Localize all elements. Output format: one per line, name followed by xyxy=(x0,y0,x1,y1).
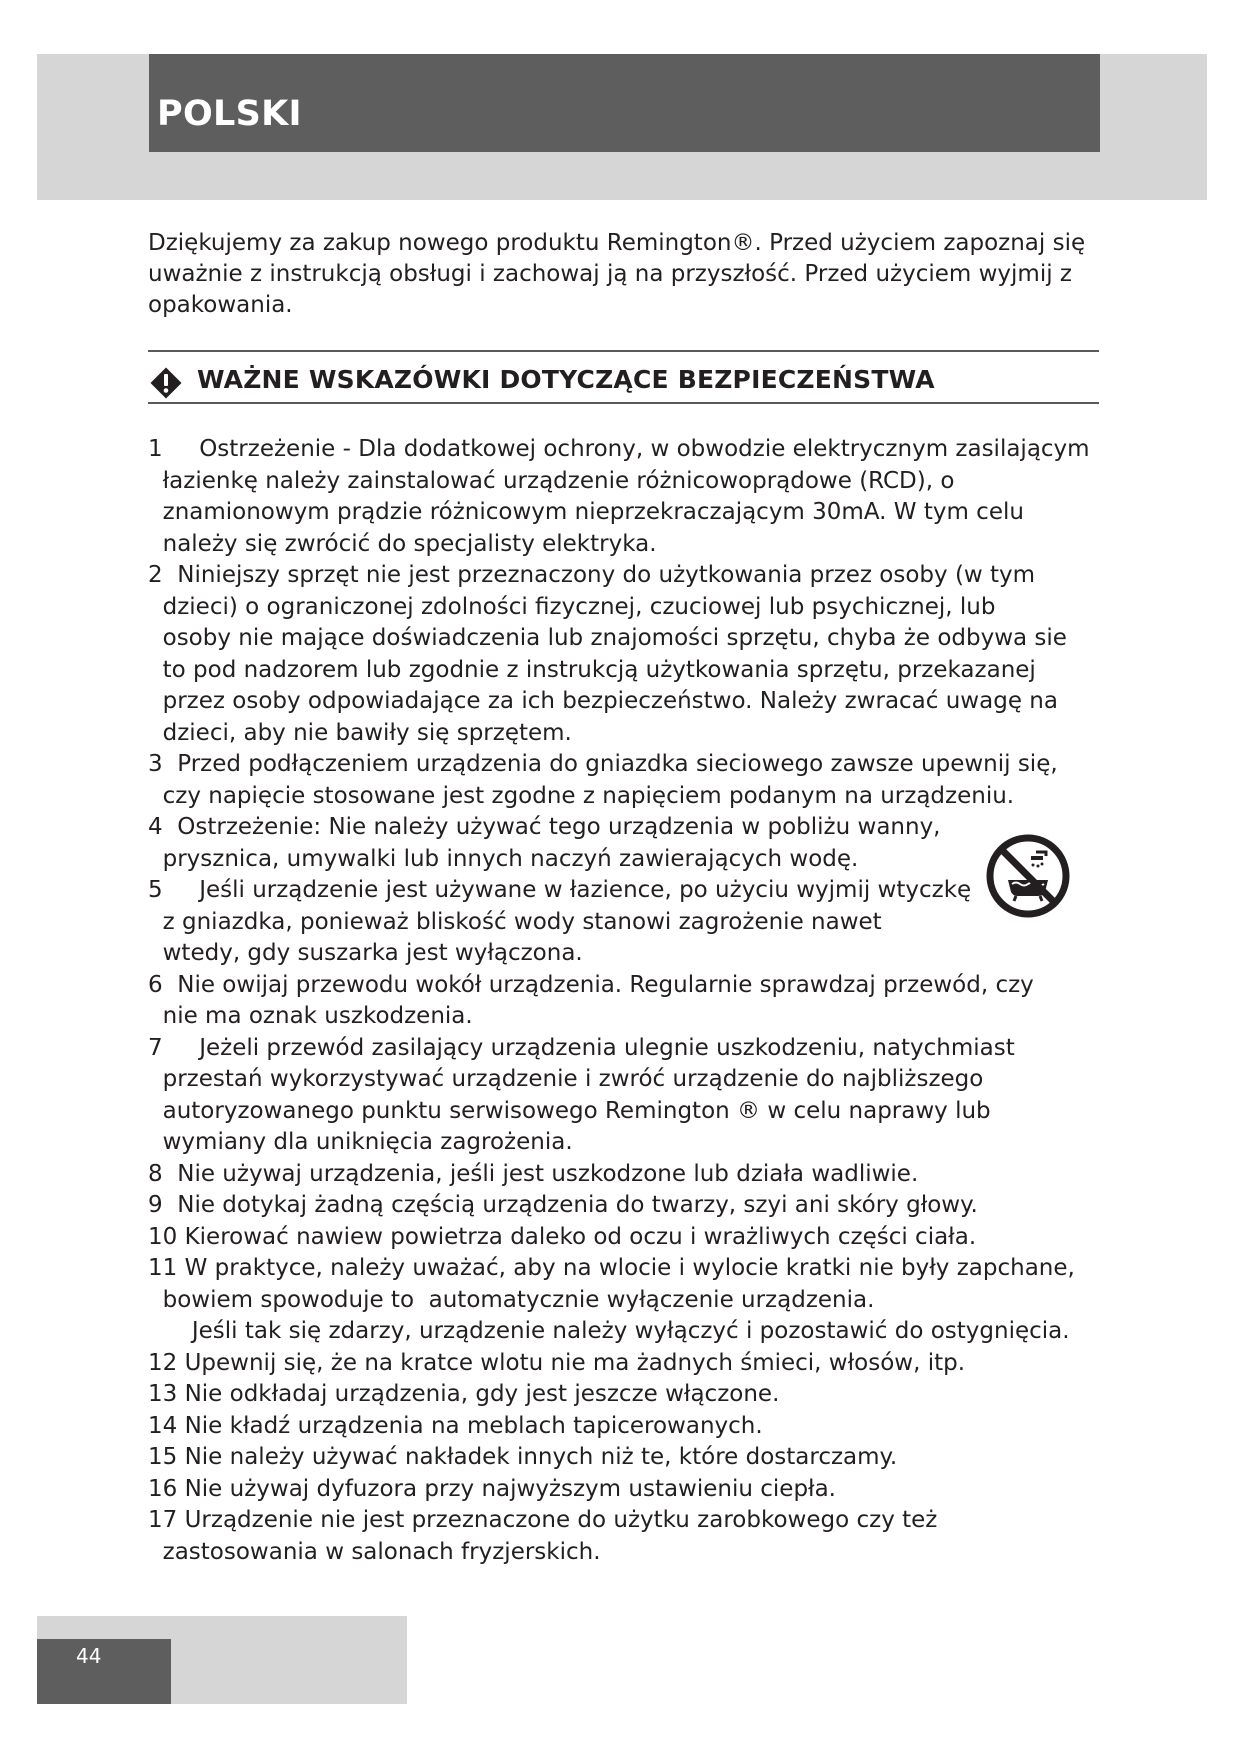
list-line: wymiany dla uniknięcia zagrożenia. xyxy=(148,1129,573,1155)
section-rule-bottom xyxy=(148,402,1099,404)
list-line: 5 Jeśli urządzenie jest używane w łazience, po użyciu wyjmij wtyczkę xyxy=(148,877,972,903)
list-line: 6 Nie owijaj przewodu wokół urządzenia. Regularnie sprawdzaj przewód, czy xyxy=(148,971,1034,998)
list-line: dzieci, aby nie bawiły się sprzętem. xyxy=(148,719,572,746)
list-line: prysznica, umywalki lub innych naczyń zawierających wodę. xyxy=(148,845,859,872)
list-line: 2 Niniejszy sprzęt nie jest przeznaczony do użytkowania przez osoby (w tym xyxy=(148,562,1036,588)
no-bath-icon xyxy=(986,834,1070,918)
list-line: łazienkę należy zainstalować urządzenie różnicowoprądowe (RCD), o xyxy=(148,467,955,494)
safety-list xyxy=(148,434,1148,1568)
list-line: Jeśli tak się zdarzy, urządzenie należy wyłączyć i pozostawić do ostygnięcia. xyxy=(148,1318,1070,1344)
list-line: przestań wykorzystywać urządzenie i zwróć urządzenie do najbliższego xyxy=(148,1066,984,1092)
list-line: 15 Nie należy używać nakładek innych niż te, które dostarczamy. xyxy=(148,1444,898,1470)
page-number-box xyxy=(37,1639,171,1704)
list-line: czy napięcie stosowane jest zgodne z napięciem podanym na urządzeniu. xyxy=(148,782,1015,809)
warning-diamond-icon xyxy=(149,366,183,400)
list-line: to pod nadzorem lub zgodnie z instrukcją użytkowania sprzętu, przekazanej xyxy=(148,656,1036,683)
list-line: 4 Ostrzeżenie: Nie należy używać tego urządzenia w pobliżu wanny, xyxy=(148,814,941,840)
list-line: nie ma oznak uszkodzenia. xyxy=(148,1003,473,1029)
list-line: 17 Urządzenie nie jest przeznaczone do użytku zarobkowego czy też xyxy=(148,1507,938,1533)
list-line: 14 Nie kładź urządzenia na meblach tapicerowanych. xyxy=(148,1412,763,1439)
list-line: 16 Nie używaj dyfuzora przy najwyższym ustawieniu ciepła. xyxy=(148,1475,836,1502)
list-line: 9 Nie dotykaj żadną częścią urządzenia do twarzy, szyi ani skóry głowy. xyxy=(148,1192,978,1218)
list-line: 7 Jeżeli przewód zasilający urządzenia ulegnie uszkodzeniu, natychmiast xyxy=(148,1034,1015,1061)
list-line: 1 Ostrzeżenie - Dla dodatkowej ochrony, w obwodzie elektrycznym zasilającym xyxy=(148,436,1090,462)
list-line: 10 Kierować nawiew powietrza daleko od oczu i wrażliwych części ciała. xyxy=(148,1223,977,1250)
list-line: przez osoby odpowiadające za ich bezpieczeństwo. Należy zwracać uwagę na xyxy=(148,688,1058,714)
list-line: dzieci) o ograniczonej zdolności fizycznej, czuciowej lub psychicznej, lub xyxy=(148,593,996,620)
list-line: 13 Nie odkładaj urządzenia, gdy jest jeszcze włączone. xyxy=(148,1381,780,1407)
section-rule-top xyxy=(148,350,1099,352)
list-line: zastosowania w salonach fryzjerskich. xyxy=(148,1538,601,1565)
list-line: 12 Upewnij się, że na kratce wlotu nie ma żadnych śmieci, włosów, itp. xyxy=(148,1349,966,1376)
list-line: 3 Przed podłączeniem urządzenia do gniazdka sieciowego zawsze upewnij się, xyxy=(148,751,1058,777)
list-line: bowiem spowoduje to automatycznie wyłączenie urządzenia. xyxy=(148,1286,875,1313)
list-line: należy się zwrócić do specjalisty elektryka. xyxy=(148,530,657,557)
list-line: osoby nie mające doświadczenia lub znajomości sprzętu, chyba że odbywa sie xyxy=(148,625,1067,651)
list-line: autoryzowanego punktu serwisowego Remington ® w celu naprawy lub xyxy=(148,1097,991,1124)
section-heading: WAŻNE WSKAZÓWKI DOTYCZĄCE BEZPIECZEŃSTWA xyxy=(197,365,935,394)
list-line: 11 W praktyce, należy uważać, aby na wlocie i wylocie kratki nie były zapchane, xyxy=(148,1255,1075,1281)
list-line: wtedy, gdy suszarka jest wyłączona. xyxy=(148,940,583,966)
list-line: znamionowym prądzie różnicowym nieprzekraczającym 30mA. W tym celu xyxy=(148,499,1024,525)
page-number: 44 xyxy=(76,1644,102,1668)
language-title: POLSKI xyxy=(157,94,302,134)
intro-paragraph: Dziękujemy za zakup nowego produktu Remington®. Przed użyciem zapoznaj się uważnie z instrukcją obsługi i zachowaj ją na przyszłość. Przed użyciem wyjmij z opakowania. xyxy=(148,230,1086,318)
list-line: z gniazdka, ponieważ bliskość wody stanowi zagrożenie nawet xyxy=(148,908,882,935)
list-line: 8 Nie używaj urządzenia, jeśli jest uszkodzone lub działa wadliwie. xyxy=(148,1160,919,1187)
